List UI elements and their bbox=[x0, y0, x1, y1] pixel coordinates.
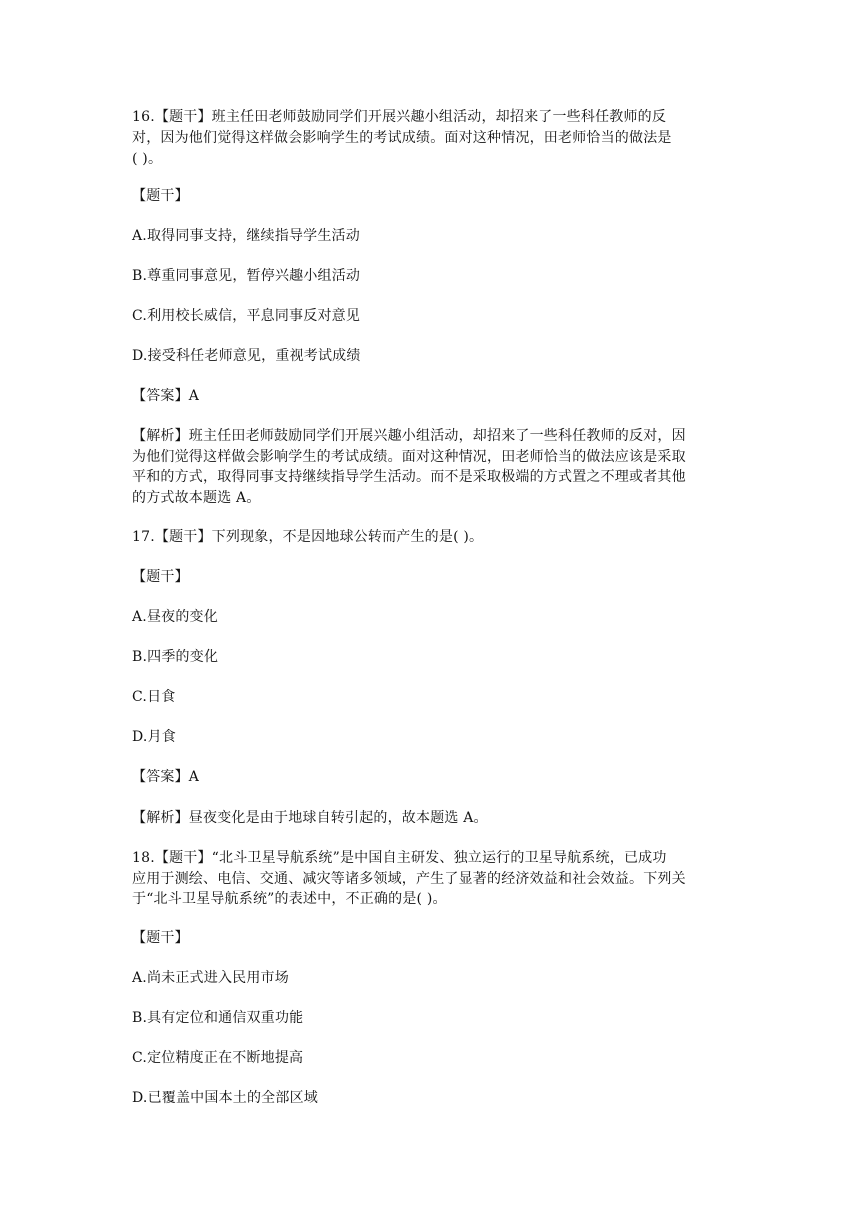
question-17-stem-label: 【题干】 bbox=[132, 569, 189, 585]
question-16-answer: 【答案】A bbox=[132, 388, 200, 404]
question-18-stem-line-1: 18.【题干】“北斗卫星导航系统”是中国自主研发、独立运行的卫星导航系统，已成功 bbox=[132, 850, 667, 866]
question-17-answer: 【答案】A bbox=[132, 769, 200, 785]
question-17-option-a: A.昼夜的变化 bbox=[132, 609, 218, 625]
question-16-option-c: C.利用校长威信，平息同事反对意见 bbox=[132, 308, 361, 324]
question-17-option-d: D.月食 bbox=[132, 729, 176, 745]
question-16-option-a: A.取得同事支持，继续指导学生活动 bbox=[132, 228, 360, 244]
question-17-stem-line-1: 17.【题干】下列现象，不是因地球公转而产生的是( )。 bbox=[132, 529, 484, 545]
question-16-option-d: D.接受科任老师意见，重视考试成绩 bbox=[132, 348, 361, 364]
question-16-analysis-line-4: 的方式故本题选 A。 bbox=[132, 490, 261, 506]
question-16-option-b: B.尊重同事意见，暂停兴趣小组活动 bbox=[132, 268, 361, 284]
question-16-stem-line-3: ( )。 bbox=[132, 151, 163, 167]
question-18-stem-line-3: 于“北斗卫星导航系统”的表述中，不正确的是( )。 bbox=[132, 891, 447, 907]
question-18-option-d: D.已覆盖中国本土的全部区域 bbox=[132, 1090, 318, 1106]
question-17-option-b: B.四季的变化 bbox=[132, 649, 219, 665]
question-16-stem-line-1: 16.【题干】班主任田老师鼓励同学们开展兴趣小组活动，却招来了一些科任教师的反 bbox=[132, 109, 667, 125]
question-18-option-b: B.具有定位和通信双重功能 bbox=[132, 1010, 304, 1026]
question-16-analysis-line-1: 【解析】班主任田老师鼓励同学们开展兴趣小组活动，却招来了一些科任教师的反对，因 bbox=[132, 428, 686, 444]
question-16-stem-line-2: 对，因为他们觉得这样做会影响学生的考试成绩。面对这种情况，田老师恰当的做法是 bbox=[132, 130, 672, 146]
question-17-option-c: C.日食 bbox=[132, 689, 176, 705]
question-16-analysis-line-3: 平和的方式，取得同事支持继续指导学生活动。而不是采取极端的方式置之不理或者其他 bbox=[132, 469, 686, 485]
question-18-stem-label: 【题干】 bbox=[132, 930, 189, 946]
question-16-analysis-line-2: 为他们觉得这样做会影响学生的考试成绩。面对这种情况，田老师恰当的做法应该是采取 bbox=[132, 449, 686, 465]
question-18-stem-line-2: 应用于测绘、电信、交通、减灾等诸多领域，产生了显著的经济效益和社会效益。下列关 bbox=[132, 871, 686, 887]
question-17-analysis-line-1: 【解析】昼夜变化是由于地球自转引起的，故本题选 A。 bbox=[132, 810, 488, 826]
question-16-stem-label: 【题干】 bbox=[132, 188, 189, 204]
question-18-option-a: A.尚未正式进入民用市场 bbox=[132, 970, 289, 986]
question-18-option-c: C.定位精度正在不断地提高 bbox=[132, 1050, 304, 1066]
